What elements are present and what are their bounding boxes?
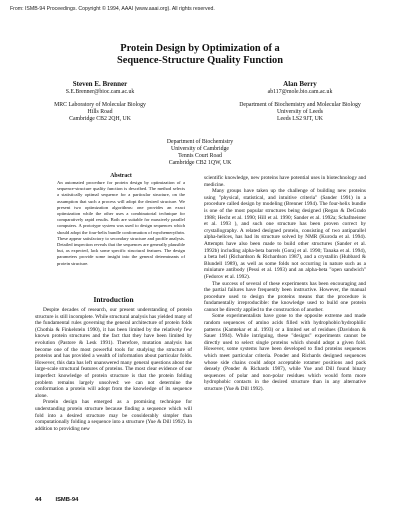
abstract-section <box>57 173 185 267</box>
author-affiliation: Cambridge CB2 2QH, UK <box>69 116 131 122</box>
author-email: S.E.Brenner@bioc.cam.ac.uk <box>65 89 135 95</box>
copyright-header: From: ISMB-94 Proceedings. Copyright © 1994, AAAI (www.aaai.org). All rights reserved. <box>10 6 215 12</box>
affiliation-line: Cambridge CB2 1QW, UK <box>168 160 232 166</box>
author-affiliation: MRC Laboratory of Molecular Biology <box>54 102 146 108</box>
venue-label: ISMB-94 <box>55 497 79 503</box>
author-email: ab117@mole.bio.cam.ac.uk <box>267 89 333 95</box>
introduction-heading: Introduction <box>93 295 134 304</box>
author-name: Steven E. Brenner <box>72 80 128 88</box>
body-paragraph: Many groups have taken up the challenge of building new proteins using "physical, statistical, and intuitive criteria" (Sander 1991) in a procedure called design by modeling (Brenner 1994). The four-helix bundle is one of the most popular structures being designed (Regan & DeGrado 1988; Hecht et al. 1990; Hill et al. 1990; Sander et al. 1992a; Schafmeister et al. 1993 ), and such one structure has been proven correct by crystallography. A related designed protein, consisting of two antiparallel alpha-helices, has had its structure solved by NMR (Kuroda et al. 1994). Attempts have also been made to build other structures (Sander et al. 1992b) including alpha-beta barrels (Goraj et al. 1990; Tanaka et al. 1994), a beta hell (Richardson & Richardson 1987), and a crystallin (Hubbard & Blundell 1989), as well as some folds not occurring in nature such as a miniature antibody (Pessi et al. 1993) and an alpha-beta "open sandwich" (Fedorov et al. 1992). <box>204 188 366 280</box>
page-footer <box>35 497 92 503</box>
body-paragraph: Despite decades of research, our present understanding of protein structure is still incomplete. While structural analysis has yielded many of the fundamental rules governing the general architecture of protein folds (Chothia & Finkelstein 1990), it has been limited by the relatively few known protein structures and the fact that they have been limited by evolution (Pastore & Lesk 1991). Therefore, mutation analysis has become one of the most powerful tools for studying the structure of proteins and has provided a wealth of information about particular folds. However, this data has left unanswered many general questions about the large-scale structural features of proteins. The most clear evidence of our imperfect knowledge of protein structure is that the protein folding problem remains largely unsolved: we can not determine the conformation a protein will adopt from the knowledge of its sequence alone. <box>35 307 192 399</box>
title-line-2: Sequence-Structure Quality Function <box>116 55 284 66</box>
introduction-section <box>35 295 192 432</box>
paper-title <box>0 43 400 67</box>
abstract-heading: Abstract <box>110 173 132 179</box>
author-block-2 <box>215 80 385 123</box>
page-number: 44 <box>35 497 42 503</box>
body-paragraph: Protein design has emerged as a promising technique for understanding protein structure because finding a sequence which will fold into a desired structure may be considerably simpler than computationally folding a sequence into a structure (Yue & Dill 1992). In addition to providing new <box>35 399 192 432</box>
right-column <box>204 175 366 393</box>
author-affiliation: Department of Biochemistry and Molecular Biology <box>239 102 361 108</box>
body-paragraph: scientific knowledge, new proteins have potential uses in biotechnology and medicine. <box>204 175 366 188</box>
body-paragraph: Some experimentalists have gone to the opposite extreme and made random sequences of amino acids filled with hydrophobic/hydrophilic patterns (Kamtekar et al. 1993) or a limited set of residues (Davidson & Sauer 1994). While intriguing, these "designs" experiments cannot be directly used to select single proteins which should adopt a given fold. However, some systems have been developed to find proteins sequences which meet particular criteria. Ponder and Richards designed sequences whose side chains could adopt acceptable rotamer positions and pack densely (Ponder & Richards 1987), while Yue and Dill found binary sequences of polar and non-polar residues which would form more hydrophobic contacts in the desired structure than in any alternative structure (Yue & Dill 1992). <box>204 313 366 392</box>
affiliation-line: Tennis Court Road <box>178 153 222 159</box>
affiliation-line: University of Cambridge <box>171 146 229 152</box>
author-affiliation: University of Leeds <box>276 109 324 115</box>
author-affiliation: Hills Road <box>87 109 113 115</box>
shared-affiliation <box>0 139 400 167</box>
affiliation-line: Department of Biochemistry <box>166 139 234 145</box>
title-line-1: Protein Design by Optimization of a <box>120 43 280 54</box>
body-paragraph: The success of several of these experiments has been encouraging and the partial failures have frequently been instructive. However, the manual procedure used to design the proteins means that the procedure is fundamentally irreproducible: the knowledge used to build one protein cannot be directly applied to the construction of another. <box>204 280 366 313</box>
author-name: Alan Berry <box>283 80 317 88</box>
author-block-1 <box>20 80 180 123</box>
author-affiliation: Leeds LS2 9JT, UK <box>277 116 323 122</box>
abstract-text: An automated procedure for protein design by optimization of a sequence-structure quality function is described. The method selects a statistically optimal sequence for a particular structure, on the assumption that such a process will adopt the desired structure. We present two optimization algorithms: one provides an exact optimization while the other uses a combinatorial technique for comparatively rapid results. Both are suitable for massively parallel computers. A prototype system was used to design sequences which should adopt the four-helix bundle conformation of myohemerythrin. These appear satisfactory to secondary structure and profile analysis. Detailed inspection reveals that the sequences are generally plausible but, as expected, lack some specific structural features. The design parameters provide some insight into the general determinants of protein structure. <box>57 180 185 266</box>
